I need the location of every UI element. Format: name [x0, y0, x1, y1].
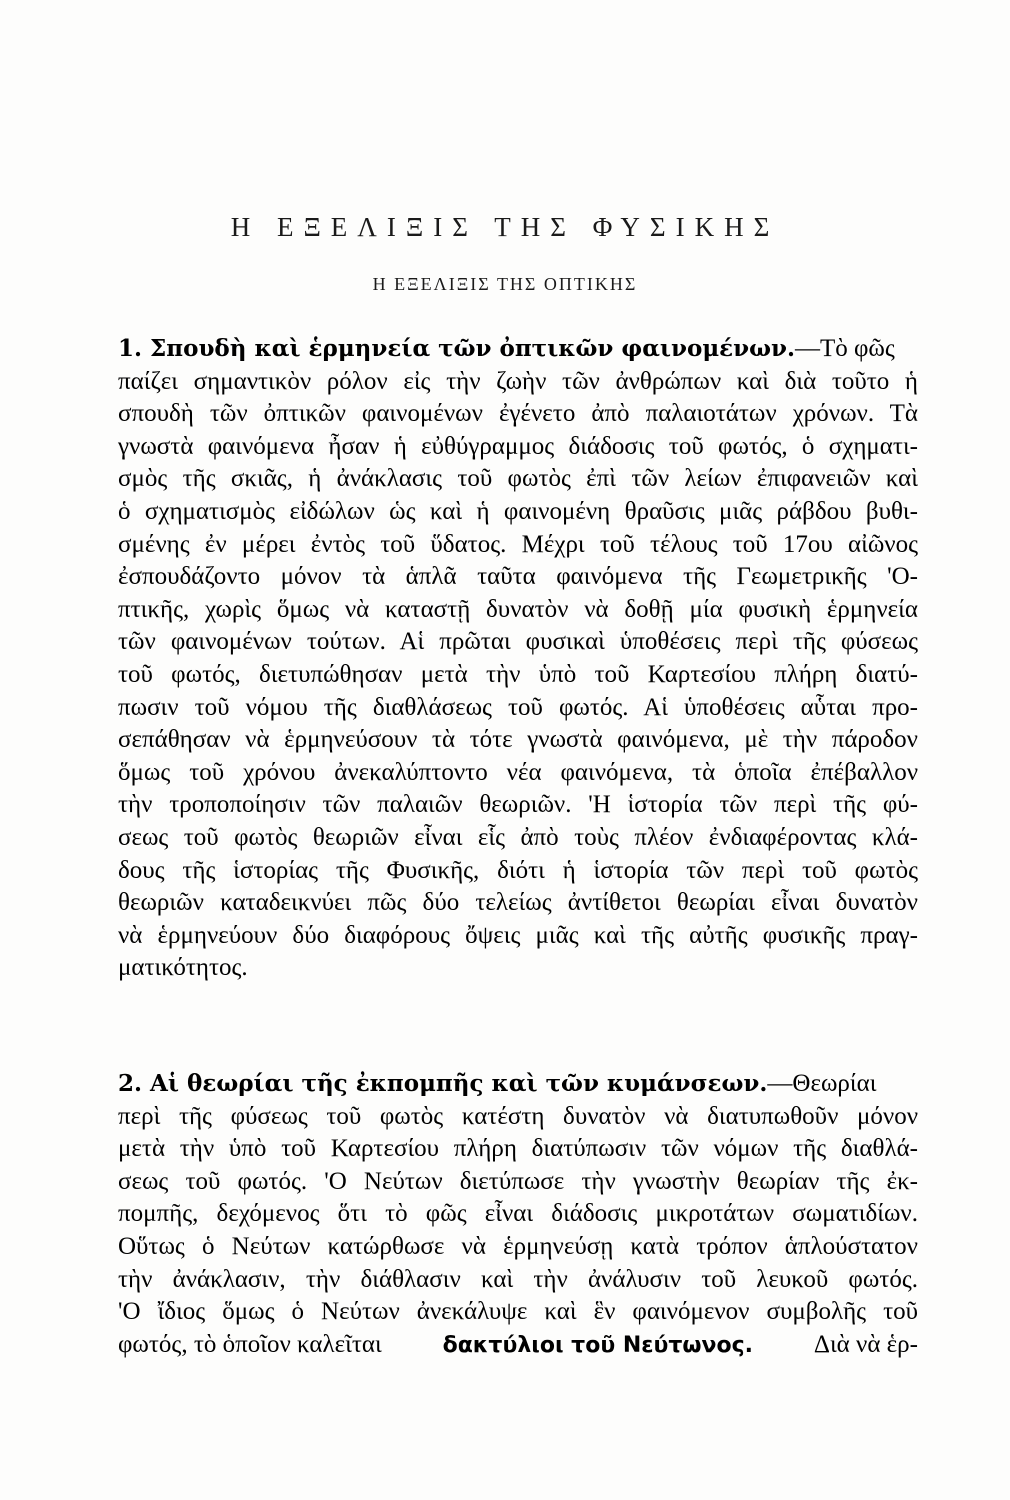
section-1	[118, 333, 918, 985]
section-1-line	[118, 366, 918, 399]
section-2-heading: 2. Αἱ θεωρίαι τῆς ἐκπομπῆς καὶ τῶν κυμάνσεων.	[118, 1070, 768, 1097]
text-line: Οὕτως ὁ Νεύτων κατώρθωσε νὰ ἑρμηνεύσῃ κατὰ τρόπον ἁπλούστατον	[118, 1232, 918, 1260]
text-line: ματικότητος.	[118, 954, 248, 982]
text-line: πωσιν τοῦ νόμου τῆς διαθλάσεως τοῦ φωτός. Αἱ ὑποθέσεις αὗται προ-	[118, 693, 918, 721]
text-line: σμένης ἐν μέρει ἐντὸς τοῦ ὕδατος. Μέχρι τοῦ τέλους τοῦ 17ου αἰῶνος	[118, 530, 918, 558]
section-subtitle: Η ΕΞΕΛΙΞΙΣ ΤΗΣ ΟΠΤΙΚΗΣ	[372, 274, 638, 294]
section-1-line	[118, 431, 918, 464]
section-1-line	[118, 496, 918, 529]
section-2-final-line	[118, 1329, 918, 1362]
section-1-body	[118, 366, 918, 985]
newton-rings-term: δακτύλιοι τοῦ Νεύτωνος.	[442, 1332, 754, 1358]
text-line: σμὸς τῆς σκιᾶς, ἡ ἀνάκλασις τοῦ φωτὸς ἐπὶ τῶν λείων ἐπιφανειῶν καὶ	[118, 465, 918, 493]
text-line: πομπῆς, δεχόμενος ὅτι τὸ φῶς εἶναι διάδοσις μικροτάτων σωματιδίων.	[118, 1200, 918, 1228]
text-line: γνωστὰ φαινόμενα ἦσαν ἡ εὐθύγραμμος διάδοσις τοῦ φωτός, ὁ σχηματι-	[118, 432, 918, 460]
text-line: σεως τοῦ φωτός. 'Ο Νεύτων διετύπωσε τὴν γνωστὴν θεωρίαν τῆς ἐκ-	[118, 1167, 918, 1195]
text-line: μετὰ τὴν ὑπὸ τοῦ Καρτεσίου πλήρη διατύπωσιν τῶν νόμων τῆς διαθλά-	[118, 1135, 918, 1163]
text-line: 'Ο ἴδιος ὅμως ὁ Νεύτων ἀνεκάλυψε καὶ ἓν φαινόμενον συμβολῆς τοῦ	[118, 1298, 918, 1326]
section-1-heading: 1. Σπουδὴ καὶ ἑρμηνεία τῶν ὀπτικῶν φαινομένων.	[118, 335, 795, 362]
final-line-end: Διὰ νὰ ἑρ-	[813, 1330, 918, 1358]
text-line: παίζει σημαντικὸν ρόλον εἰς τὴν ζωὴν τῶν ἀνθρώπων καὶ διὰ τοῦτο ἡ	[118, 367, 918, 395]
section-1-line	[118, 920, 918, 953]
section-1-heading-line	[118, 333, 918, 366]
chapter-title: Η ΕΞΕΛΙΞΙΣ ΤΗΣ ΦΥΣΙΚΗΣ	[230, 212, 780, 242]
section-2-line	[118, 1231, 918, 1264]
text-line: περὶ τῆς φύσεως τοῦ φωτὸς κατέστη δυνατὸν νὰ διατυπωθοῦν μόνον	[118, 1102, 918, 1130]
section-2-heading-line	[118, 1068, 918, 1101]
text-line: σπουδὴ τῶν ὀπτικῶν φαινομένων ἐγένετο ἀπὸ παλαιοτάτων χρόνων. Τὰ	[118, 400, 918, 428]
section-2-line	[118, 1101, 918, 1134]
section-1-line	[118, 724, 918, 757]
section-1-line	[118, 594, 918, 627]
section-1-line	[118, 855, 918, 888]
section-1-line	[118, 659, 918, 692]
text-line: ὁ σχηματισμὸς εἰδώλων ὡς καὶ ἡ φαινομένη θραῦσις μιᾶς ράβδου βυθι-	[118, 497, 918, 525]
section-1-line	[118, 529, 918, 562]
section-1-line	[118, 561, 918, 594]
text-line: πτικῆς, χωρὶς ὅμως νὰ καταστῇ δυνατὸν νὰ δοθῇ μία φυσικὴ ἑρμηνεία	[118, 595, 918, 623]
section-1-line	[118, 398, 918, 431]
section-2-line	[118, 1133, 918, 1166]
section-1-line	[118, 789, 918, 822]
section-1-line	[118, 757, 918, 790]
section-2-line	[118, 1166, 918, 1199]
text-line: σεπάθησαν νὰ ἑρμηνεύσουν τὰ τότε γνωστὰ φαινόμενα, μὲ τὴν πάροδον	[118, 726, 918, 754]
text-line: σεως τοῦ φωτὸς θεωριῶν εἶναι εἷς ἀπὸ τοὺς πλέον ἐνδιαφέροντας κλά-	[118, 823, 918, 851]
section-1-line	[118, 463, 918, 496]
text-line: θεωριῶν καταδεικνύει πῶς δύο τελείως ἀντίθετοι θεωρίαι εἶναι δυνατὸν	[118, 889, 918, 917]
text-line: τὴν τροποποίησιν τῶν παλαιῶν θεωριῶν. 'Η ἱστορία τῶν περὶ τῆς φύ-	[118, 791, 918, 819]
text-line: ἐσπουδάζοντο μόνον τὰ ἁπλᾶ ταῦτα φαινόμενα τῆς Γεωμετρικῆς 'Ο-	[118, 563, 918, 591]
section-2	[118, 1068, 918, 1361]
final-line-start: φωτός, τὸ ὁποῖον καλεῖται	[118, 1330, 382, 1358]
section-2-line	[118, 1264, 918, 1297]
section-1-line	[118, 887, 918, 920]
section-2-line	[118, 1296, 918, 1329]
section-2-line: —Θεωρίαι	[767, 1070, 877, 1097]
section-1-line	[118, 692, 918, 725]
text-line: δους τῆς ἱστορίας τῆς Φυσικῆς, διότι ἡ ἱστορία τῶν περὶ τοῦ φωτὸς	[118, 856, 918, 884]
text-line: νὰ ἑρμηνεύουν δύο διαφόρους ὄψεις μιᾶς καὶ τῆς αὐτῆς φυσικῆς πραγ-	[118, 921, 918, 949]
text-line: ὅμως τοῦ χρόνου ἀνεκαλύπτοντο νέα φαινόμενα, τὰ ὁποῖα ἐπέβαλλον	[118, 758, 918, 786]
text-line: τῶν φαινομένων τούτων. Αἱ πρῶται φυσικαὶ ὑποθέσεις περὶ τῆς φύσεως	[118, 628, 918, 656]
section-1-line	[118, 626, 918, 659]
section-1-line: —Τὸ φῶς	[794, 335, 895, 362]
section-1-line	[118, 822, 918, 855]
section-2-line	[118, 1198, 918, 1231]
text-line: τὴν ἀνάκλασιν, τὴν διάθλασιν καὶ τὴν ἀνάλυσιν τοῦ λευκοῦ φωτός.	[118, 1265, 918, 1293]
section-2-body	[118, 1101, 918, 1329]
section-1-line	[118, 952, 918, 985]
text-line: τοῦ φωτός, διετυπώθησαν μετὰ τὴν ὑπὸ τοῦ Καρτεσίου πλήρη διατύ-	[118, 660, 918, 688]
